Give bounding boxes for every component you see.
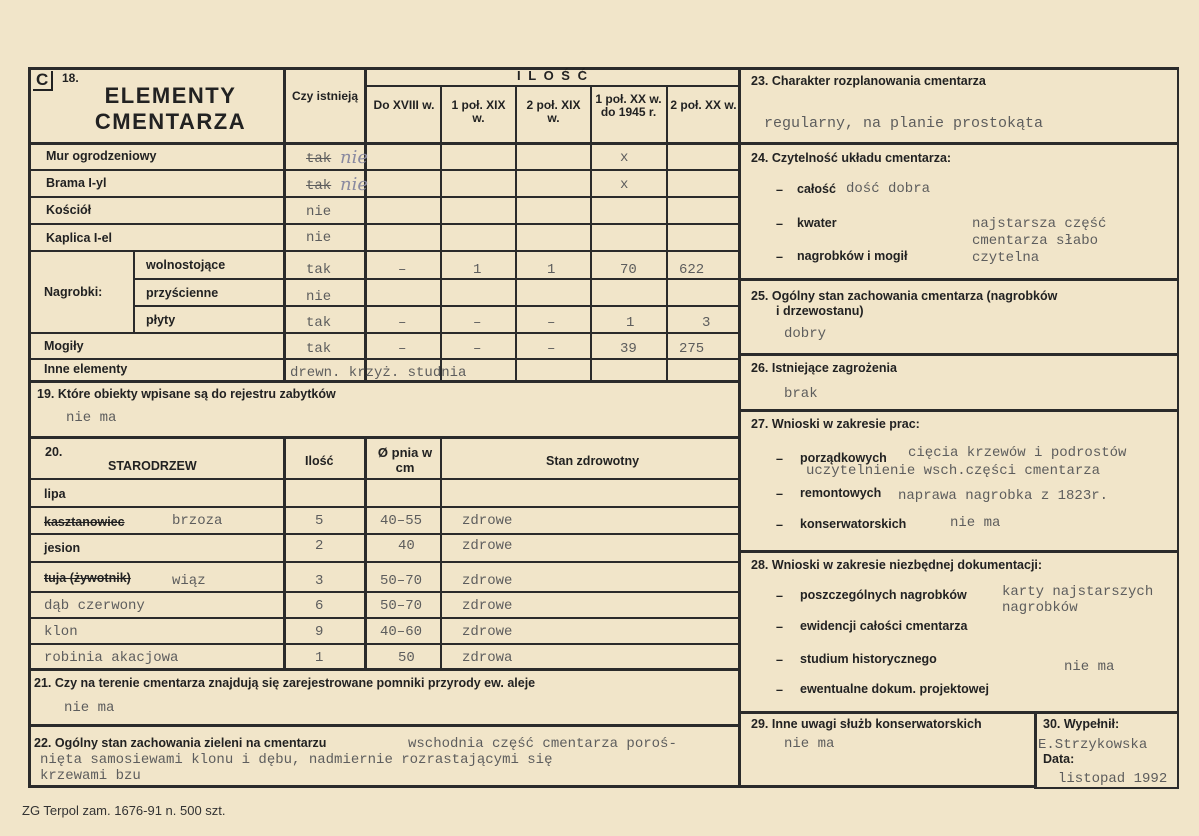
tree-qty: 1 bbox=[315, 650, 324, 666]
q28-a-value1: karty najstarszych bbox=[1002, 584, 1154, 600]
divider-middle bbox=[738, 67, 741, 788]
q23-value: regularny, na planie prostokąta bbox=[764, 115, 1044, 132]
count-value: 3 bbox=[702, 315, 711, 331]
tree-state: zdrowa bbox=[462, 650, 513, 666]
col-exists-header: Czy istnieją bbox=[291, 89, 359, 103]
q24-value-line1: najstarsza część bbox=[972, 216, 1107, 232]
row-label: wolnostojące bbox=[146, 258, 226, 272]
count-value: 70 bbox=[620, 262, 637, 278]
q27-dash: – bbox=[776, 518, 783, 532]
exists-value-handwritten: nie bbox=[340, 147, 369, 168]
tree-qty: 6 bbox=[315, 598, 324, 614]
tree-diameter: 40 bbox=[398, 538, 415, 554]
q28-item-b: ewidencji całości cmentarza bbox=[800, 619, 968, 633]
row-label: Kościół bbox=[46, 203, 92, 217]
period-header: 2 poł. XX w. bbox=[670, 98, 737, 112]
row-label: przyścienne bbox=[146, 286, 219, 300]
q24-value-line2: cmentarza słabo bbox=[972, 233, 1099, 249]
q24-calosc: całość bbox=[797, 182, 836, 196]
q29-value: nie ma bbox=[784, 736, 835, 752]
q24-kwater: kwater bbox=[797, 216, 837, 230]
q24-dash: – bbox=[776, 217, 783, 231]
period-header: 1 poł. XX w. do 1945 r. bbox=[595, 92, 662, 119]
print-footer: ZG Terpol zam. 1676-91 n. 500 szt. bbox=[22, 803, 226, 818]
count-value: 39 bbox=[620, 341, 637, 357]
q27-label: 27. Wnioski w zakresie prac: bbox=[751, 417, 920, 431]
tree-diameter: 50–70 bbox=[380, 573, 423, 589]
count-value: x bbox=[620, 150, 629, 166]
q20-title: STARODRZEW bbox=[108, 459, 197, 473]
q24-label: 24. Czytelność układu cmentarza: bbox=[751, 151, 952, 165]
q28-dash: – bbox=[776, 653, 783, 667]
exists-value-handwritten: nie bbox=[340, 174, 369, 195]
tree-state: zdrowe bbox=[462, 513, 513, 529]
q27-kons-value: nie ma bbox=[950, 515, 1001, 531]
frame-right bbox=[1177, 67, 1179, 789]
count-value: 1 bbox=[626, 315, 635, 331]
exists-value: nie bbox=[306, 204, 332, 220]
q20-col-pnia: Ø pnia w cm bbox=[377, 445, 433, 475]
q30-label: 30. Wypełnił: bbox=[1043, 717, 1120, 731]
section-letter: C bbox=[33, 71, 53, 91]
q22-value-line2: nięta samosiewami klonu i dębu, nadmiernie rozrastającymi się bbox=[40, 752, 553, 768]
frame-bottom-right bbox=[1034, 787, 1179, 789]
q28-a-value2: nagrobków bbox=[1002, 600, 1078, 616]
row-label: Kaplica I-el bbox=[46, 231, 112, 245]
q29-label: 29. Inne uwagi służb konserwatorskich bbox=[751, 717, 982, 731]
section-number: 18. bbox=[62, 71, 79, 85]
count-value: – bbox=[398, 315, 407, 331]
count-value: 622 bbox=[679, 262, 705, 278]
tree-printed-name: lipa bbox=[44, 487, 66, 501]
tree-state: zdrowe bbox=[462, 598, 513, 614]
q30-name: E.Strzykowska bbox=[1038, 737, 1148, 753]
tree-qty: 5 bbox=[315, 513, 324, 529]
tree-name: klon bbox=[44, 624, 78, 640]
q30-date: listopad 1992 bbox=[1058, 771, 1168, 787]
exists-value: tak bbox=[306, 315, 332, 331]
section-title: ELEMENTY CMENTARZA bbox=[94, 83, 247, 134]
q25-value: dobry bbox=[784, 326, 827, 342]
q27-rem: remontowych bbox=[800, 486, 882, 500]
q22-value-line3: krzewami bzu bbox=[40, 768, 141, 784]
row-label: Brama I-yl bbox=[46, 176, 107, 190]
q24-calosc-value: dość dobra bbox=[846, 181, 931, 197]
q21-value: nie ma bbox=[64, 700, 115, 716]
tree-diameter: 40–60 bbox=[380, 624, 423, 640]
tree-printed-name: jesion bbox=[44, 541, 81, 555]
row-label: Nagrobki: bbox=[44, 285, 103, 299]
q26-value: brak bbox=[784, 386, 818, 402]
tree-name: brzoza bbox=[172, 513, 223, 529]
count-value: 1 bbox=[473, 262, 482, 278]
q28-label: 28. Wnioski w zakresie niezbędnej dokumentacji: bbox=[751, 558, 1043, 572]
period-header: 1 poł. XIX w. bbox=[451, 98, 506, 125]
ilosc-header: I L O Ś Ć bbox=[517, 68, 589, 83]
q30-date-label: Data: bbox=[1043, 752, 1075, 766]
q24-value-line3: czytelna bbox=[972, 250, 1040, 266]
row-label: Mur ogrodzeniowy bbox=[46, 149, 157, 163]
exists-value: tak bbox=[306, 262, 332, 278]
period-header: Do XVIII w. bbox=[373, 98, 435, 112]
q20-number: 20. bbox=[45, 445, 63, 459]
q27-porz: porządkowych bbox=[800, 451, 887, 465]
tree-diameter: 50 bbox=[398, 650, 415, 666]
tree-qty: 9 bbox=[315, 624, 324, 640]
q28-dash: – bbox=[776, 683, 783, 697]
tree-name: wiąz bbox=[172, 573, 206, 589]
frame-left bbox=[28, 67, 31, 787]
period-header: 2 poł. XIX w. bbox=[526, 98, 581, 125]
q28-item-c: studium historycznego bbox=[800, 652, 937, 666]
q19-label: 19. Które obiekty wpisane są do rejestru zabytków bbox=[37, 387, 336, 401]
count-value: – bbox=[547, 341, 556, 357]
exists-value-crossed: tak bbox=[306, 151, 332, 167]
q28-item-a: poszczególnych nagrobków bbox=[800, 588, 967, 602]
tree-diameter: 50–70 bbox=[380, 598, 423, 614]
q23-label: 23. Charakter rozplanowania cmentarza bbox=[751, 74, 986, 88]
count-value: – bbox=[473, 341, 482, 357]
q19-value: nie ma bbox=[66, 410, 117, 426]
q27-dash: – bbox=[776, 452, 783, 466]
q24-dash: – bbox=[776, 183, 783, 197]
tree-qty: 3 bbox=[315, 573, 324, 589]
q25-label-line2: i drzewostanu) bbox=[776, 304, 864, 318]
tree-state: zdrowe bbox=[462, 538, 513, 554]
count-value: – bbox=[398, 341, 407, 357]
other-elements-value: drewn. krzyż. studnia bbox=[290, 365, 467, 381]
q25-label-line1: 25. Ogólny stan zachowania cmentarza (nagrobków bbox=[751, 289, 1058, 303]
exists-value: tak bbox=[306, 341, 332, 357]
q27-kons: konserwatorskich bbox=[800, 517, 907, 531]
tree-state: zdrowe bbox=[462, 624, 513, 640]
q28-dash: – bbox=[776, 620, 783, 634]
tree-printed-name: tuja (żywotnik) bbox=[44, 571, 131, 585]
q27-dash: – bbox=[776, 487, 783, 501]
tree-name: robinia akacjowa bbox=[44, 650, 179, 666]
count-value: – bbox=[547, 315, 556, 331]
count-value: 275 bbox=[679, 341, 705, 357]
tree-printed-name: kasztanowiec bbox=[44, 515, 125, 529]
q20-col-ilosc: Ilość bbox=[305, 454, 334, 468]
q22-label: 22. Ogólny stan zachowania zieleni na cmentarzu bbox=[34, 736, 327, 750]
tree-name: dąb czerwony bbox=[44, 598, 145, 614]
q24-nagrobkow: nagrobków i mogił bbox=[797, 249, 908, 263]
q27-porz-value1: cięcia krzewów i podrostów bbox=[908, 445, 1127, 461]
q22-value-line1: wschodnia część cmentarza poroś- bbox=[408, 736, 677, 752]
count-value: x bbox=[620, 177, 629, 193]
q27-rem-value: naprawa nagrobka z 1823r. bbox=[898, 488, 1109, 504]
row-label: płyty bbox=[146, 313, 176, 327]
q20-col-stan: Stan zdrowotny bbox=[546, 454, 640, 468]
q27-porz-value2: uczytelnienie wsch.części cmentarza bbox=[806, 463, 1101, 479]
q28-value: nie ma bbox=[1064, 659, 1115, 675]
exists-value: nie bbox=[306, 289, 332, 305]
tree-state: zdrowe bbox=[462, 573, 513, 589]
tree-diameter: 40–55 bbox=[380, 513, 423, 529]
frame-bottom bbox=[28, 785, 1034, 788]
q28-dash: – bbox=[776, 589, 783, 603]
count-value: – bbox=[398, 262, 407, 278]
tree-qty: 2 bbox=[315, 538, 324, 554]
count-value: 1 bbox=[547, 262, 556, 278]
exists-value: nie bbox=[306, 230, 332, 246]
q21-label: 21. Czy na terenie cmentarza znajdują się zarejestrowane pomniki przyrody ew. aleje bbox=[34, 676, 536, 690]
row-label: Mogiły bbox=[44, 339, 84, 353]
exists-value-crossed: tak bbox=[306, 178, 332, 194]
q26-label: 26. Istniejące zagrożenia bbox=[751, 361, 897, 375]
q28-item-d: ewentualne dokum. projektowej bbox=[800, 682, 989, 696]
row-label: Inne elementy bbox=[44, 362, 128, 376]
q24-dash: – bbox=[776, 250, 783, 264]
count-value: – bbox=[473, 315, 482, 331]
